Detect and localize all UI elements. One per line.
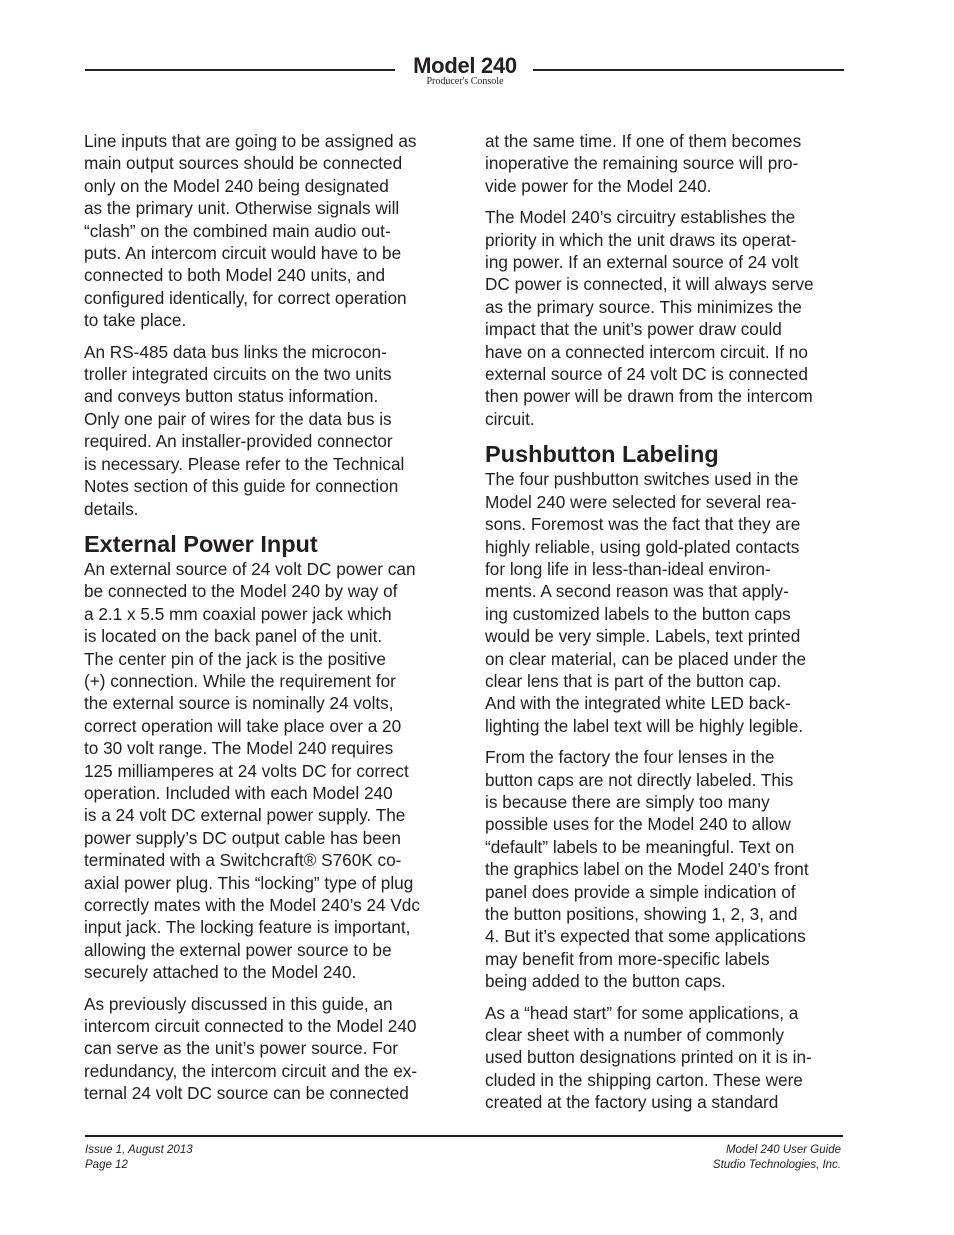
text-line: possible uses for the Model 240 to allow xyxy=(485,814,791,835)
brand-title: Model 240 xyxy=(413,53,517,78)
text-line: panel does provide a simple indication of xyxy=(485,881,796,902)
text-line: and conveys button status information. xyxy=(84,386,379,407)
text-line: priority in which the unit draws its operat- xyxy=(485,229,797,250)
text-line: lighting the label text will be highly legible. xyxy=(485,715,804,736)
paragraph xyxy=(84,341,449,520)
text-line: highly reliable, using gold-plated contacts xyxy=(485,536,800,557)
text-line: redundancy, the intercom circuit and the ex- xyxy=(84,1060,418,1081)
page-number: Page 12 xyxy=(85,1159,128,1171)
text-line: is a 24 volt DC external power supply. The xyxy=(84,805,406,826)
text-line: required. An installer-provided connector xyxy=(84,431,393,452)
text-line: is because there are simply too many xyxy=(485,791,770,812)
text-line: Line inputs that are going to be assigned as xyxy=(84,131,417,151)
issue-date: Issue 1, August 2013 xyxy=(85,1144,193,1156)
text-line: the button positions, showing 1, 2, 3, and xyxy=(485,904,798,924)
text-line: puts. An intercom circuit would have to be xyxy=(84,243,402,264)
right-column xyxy=(485,130,850,1123)
text-line: may benefit from more-specific labels xyxy=(485,948,770,969)
text-line: An external source of 24 volt DC power can xyxy=(84,558,416,579)
text-line: impact that the unit’s power draw could xyxy=(485,319,782,340)
text-line: connected to both Model 240 units, and xyxy=(84,265,385,286)
paragraph xyxy=(485,468,850,737)
text-line: external source of 24 volt DC is connected xyxy=(485,364,808,385)
paragraph xyxy=(84,558,449,984)
text-line: the external source is nominally 24 volts, xyxy=(84,693,394,714)
text-line: An RS-485 data bus links the microcon- xyxy=(84,341,387,362)
company-name: Studio Technologies, Inc. xyxy=(712,1159,841,1171)
paragraph xyxy=(485,130,850,197)
text-line: main output sources should be connected xyxy=(84,153,403,174)
section-heading-external-power: External Power Input xyxy=(84,530,318,557)
text-line: is necessary. Please refer to the Technical xyxy=(84,453,405,474)
footer-rule xyxy=(85,1135,843,1137)
header-rule-left xyxy=(85,69,395,71)
text-line: on clear material, can be placed under the xyxy=(485,648,807,669)
text-line: sons. Foremost was the fact that they are xyxy=(485,514,801,535)
text-line: as the primary unit. Otherwise signals will xyxy=(84,198,400,219)
text-line: have on a connected intercom circuit. If no xyxy=(485,341,808,362)
paragraph xyxy=(84,130,449,332)
text-line: ments. A second reason was that apply- xyxy=(485,581,789,602)
text-line: can serve as the unit’s power source. For xyxy=(84,1038,398,1059)
text-line: terminated with a Switchcraft® S760K co- xyxy=(84,850,402,871)
text-line: Only one pair of wires for the data bus is xyxy=(84,408,392,429)
text-line: As previously discussed in this guide, an xyxy=(84,993,393,1014)
brand-subtitle: Producer's Console xyxy=(426,76,504,87)
text-line: The four pushbutton switches used in the xyxy=(485,469,799,490)
paragraph xyxy=(485,746,850,992)
text-line: Model 240 were selected for several rea- xyxy=(485,491,797,512)
text-line: vide power for the Model 240. xyxy=(485,175,712,196)
text-line: details. xyxy=(84,498,139,519)
text-line: clear lens that is part of the button cap. xyxy=(485,670,782,691)
text-line: input jack. The locking feature is important, xyxy=(84,917,411,938)
text-line: “default” labels to be meaningful. Text on xyxy=(485,836,795,857)
text-line: DC power is connected, it will always serve xyxy=(485,274,814,295)
text-line: clear sheet with a number of commonly xyxy=(485,1025,785,1046)
text-line: circuit. xyxy=(485,408,535,429)
text-line: only on the Model 240 being designated xyxy=(84,175,389,196)
text-line: inoperative the remaining source will pro- xyxy=(485,153,799,174)
text-line: ternal 24 volt DC source can be connected xyxy=(84,1083,409,1104)
brand-logo xyxy=(406,54,524,86)
text-line: for long life in less-than-ideal environ- xyxy=(485,558,771,579)
text-line: intercom circuit connected to the Model 240 xyxy=(84,1016,417,1037)
text-line: correctly mates with the Model 240’s 24 Vdc xyxy=(84,895,420,915)
text-line: securely attached to the Model 240. xyxy=(84,962,357,983)
text-line: troller integrated circuits on the two units xyxy=(84,364,392,385)
text-line: button caps are not directly labeled. This xyxy=(485,769,794,790)
text-line: ing customized labels to the button caps xyxy=(485,603,791,624)
section-heading-pushbutton-labeling: Pushbutton Labeling xyxy=(485,441,719,468)
text-line: And with the integrated white LED back- xyxy=(485,693,791,714)
text-line: The center pin of the jack is the positive xyxy=(84,648,386,669)
left-column xyxy=(84,130,449,1114)
text-line: be connected to the Model 240 by way of xyxy=(84,581,398,602)
text-line: to take place. xyxy=(84,310,187,331)
text-line: cluded in the shipping carton. These were xyxy=(485,1069,803,1090)
text-line: is located on the back panel of the unit. xyxy=(84,626,383,647)
text-line: allowing the external power source to be xyxy=(84,939,392,960)
text-line: to 30 volt range. The Model 240 requires xyxy=(84,738,394,759)
paragraph xyxy=(84,993,449,1105)
text-line: at the same time. If one of them becomes xyxy=(485,131,802,151)
text-line: a 2.1 x 5.5 mm coaxial power jack which xyxy=(84,603,392,624)
text-line: From the factory the four lenses in the xyxy=(485,747,775,768)
text-line: operation. Included with each Model 240 xyxy=(84,782,393,803)
paragraph xyxy=(485,206,850,430)
text-line: being added to the button caps. xyxy=(485,971,726,992)
text-line: Notes section of this guide for connection xyxy=(84,476,399,497)
text-line: as the primary source. This minimizes the xyxy=(485,296,802,317)
header-rule-right xyxy=(533,69,844,71)
text-line: would be very simple. Labels, text printed xyxy=(485,626,801,647)
footer-right xyxy=(713,1143,841,1173)
text-line: axial power plug. This “locking” type of plug xyxy=(84,872,414,893)
text-line: configured identically, for correct operation xyxy=(84,287,407,308)
text-line: The Model 240’s circuitry establishes the xyxy=(485,207,796,228)
text-line: correct operation will take place over a 20 xyxy=(84,715,402,736)
footer-left xyxy=(85,1143,193,1173)
text-line: used button designations printed on it is in- xyxy=(485,1047,812,1068)
text-line: the graphics label on the Model 240’s front xyxy=(485,859,809,880)
text-line: power supply’s DC output cable has been xyxy=(84,827,401,848)
guide-title: Model 240 User Guide xyxy=(725,1144,841,1156)
text-line: 125 milliamperes at 24 volts DC for correct xyxy=(84,760,409,781)
paragraph xyxy=(485,1002,850,1114)
text-line: then power will be drawn from the intercom xyxy=(485,386,813,407)
text-line: created at the factory using a standard xyxy=(485,1092,779,1113)
text-line: (+) connection. While the requirement for xyxy=(84,670,396,691)
text-line: As a “head start” for some applications, a xyxy=(485,1002,799,1023)
text-line: ing power. If an external source of 24 volt xyxy=(485,252,799,273)
text-line: “clash” on the combined main audio out- xyxy=(84,220,391,241)
text-line: 4. But it’s expected that some applications xyxy=(485,926,806,947)
